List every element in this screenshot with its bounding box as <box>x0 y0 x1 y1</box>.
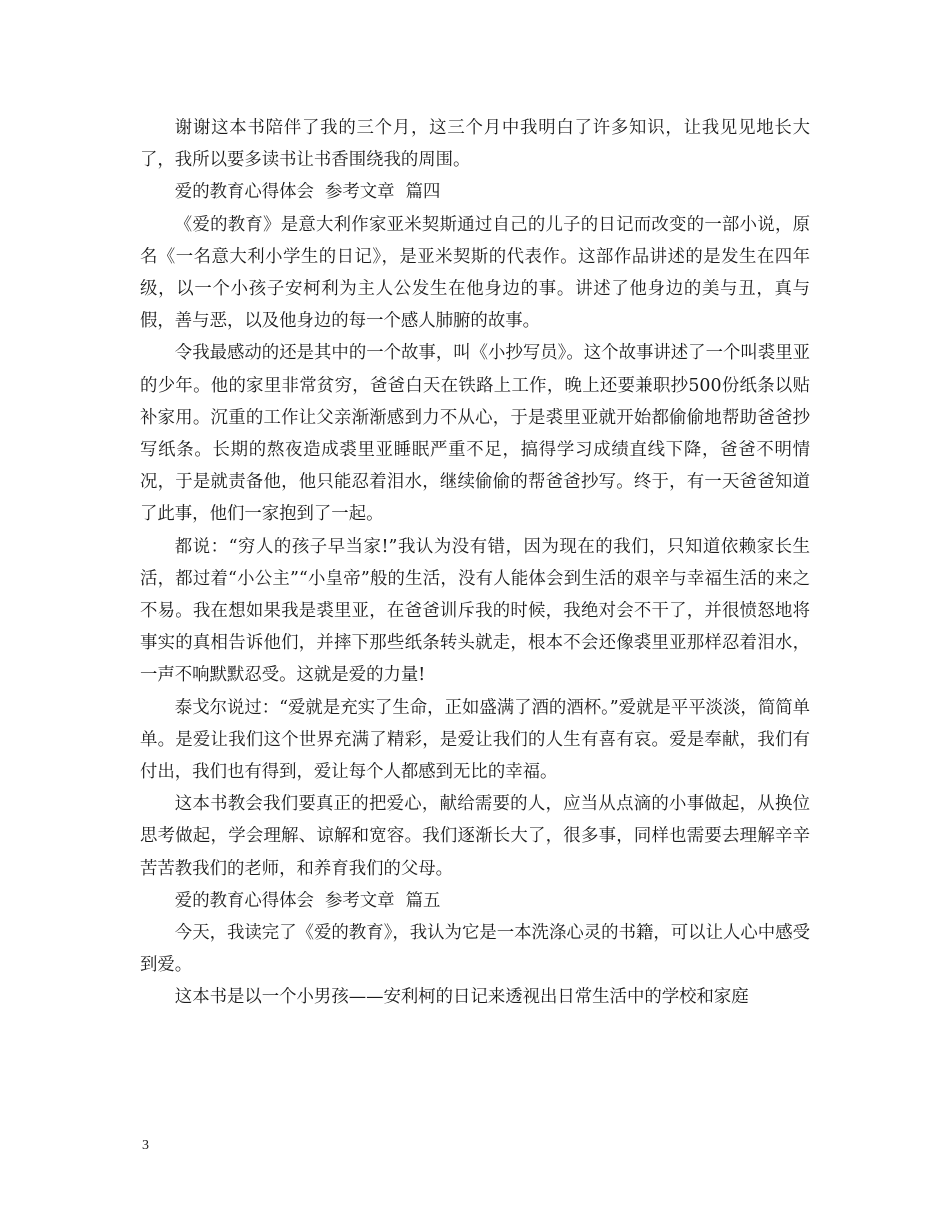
paragraph: 谢谢这本书陪伴了我的三个月，这三个月中我明白了许多知识，让我见见地长大了，我所以要多读书让书香围绕我的周围。 <box>140 118 810 171</box>
paragraph: 这本书是以一个小男孩——安利柯的日记来透视出日常生活中的学校和家庭 <box>174 987 749 1008</box>
page-number: 3 <box>142 1138 149 1153</box>
paragraph: 今天，我读完了《爱的教育》，我认为它是一本洗涤心灵的书籍，可以让人心中感受到爱。 <box>140 923 810 976</box>
paragraph: 《爱的教育》是意大利作家亚米契斯通过自己的儿子的日记而改变的一部小说，原名《一名意大利小学生的日记》，是亚米契斯的代表作。这部作品讲述的是发生在四年级，以一个小孩子安柯利为主人公发生在他身边的事。讲述了他身边的美与丑，真与假，善与恶，以及他身边的每一个感人肺腑的故事。 <box>140 214 810 332</box>
document-body <box>140 112 810 1014</box>
section-heading: 爱的教育心得体会 参考文章 篇四 <box>174 182 441 203</box>
section-heading: 爱的教育心得体会 参考文章 篇五 <box>174 890 441 911</box>
paragraph: 泰戈尔说过：“爱就是充实了生命，正如盛满了酒的酒杯。”爱就是平平淡淡，简简单单。是爱让我们这个世界充满了精彩，是爱让我们的人生有喜有哀。爱是奉献，我们有付出，我们也有得到，爱让每个人都感到无比的幸福。 <box>140 697 810 783</box>
paragraph: 令我最感动的还是其中的一个故事，叫《小抄写员》。这个故事讲述了一个叫裘里亚的少年。他的家里非常贫穷，爸爸白天在铁路上工作，晚上还要兼职抄500份纸条以贴补家用。沉重的工作让父亲渐渐感到力不从心，于是裘里亚就开始都偷偷地帮助爸爸抄写纸条。长期的熬夜造成裘里亚睡眠严重不足，搞得学习成绩直线下降，爸爸不明情况，于是就责备他，他只能忍着泪水，继续偷偷的帮爸爸抄写。终于，有一天爸爸知道了此事，他们一家抱到了一起。 <box>140 343 810 525</box>
paragraph: 都说：“穷人的孩子早当家!”我认为没有错，因为现在的我们，只知道依赖家长生活，都过着“小公主”“小皇帝”般的生活，没有人能体会到生活的艰辛与幸福生活的来之不易。我在想如果我是裘里亚，在爸爸训斥我的时候，我绝对会不干了，并很愤怒地将事实的真相告诉他们，并摔下那些纸条转头就走，根本不会还像裘里亚那样忍着泪水，一声不响默默忍受。这就是爱的力量! <box>140 536 810 686</box>
paragraph: 这本书教会我们要真正的把爱心，献给需要的人，应当从点滴的小事做起，从换位思考做起，学会理解、谅解和宽容。我们逐渐长大了，很多事，同样也需要去理解辛辛苦苦教我们的老师，和养育我们的父母。 <box>140 794 810 879</box>
